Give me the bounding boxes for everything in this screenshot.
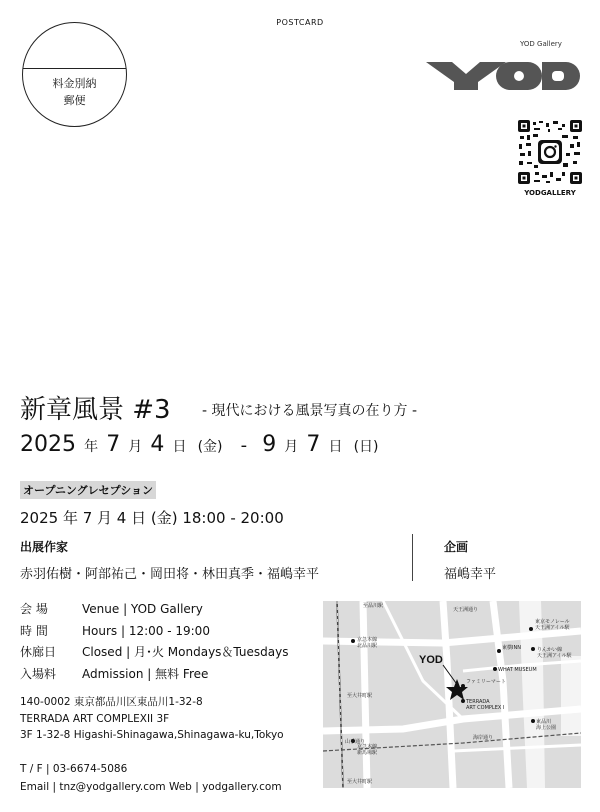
map-label: りんかい線天王洲アイル駅 [537, 647, 572, 659]
exhibition-dates [20, 432, 382, 457]
qr-code[interactable] [518, 120, 582, 184]
email-web[interactable]: Email | tnz@yodgallery.com Web | yodgallery.com [20, 781, 282, 793]
date-dash: - [240, 435, 248, 456]
postage-line1: 料金別納 [52, 77, 97, 90]
day-unit: 日 [172, 439, 187, 455]
exhibition-subtitle: - 現代における風景写真の在り方 - [202, 403, 418, 419]
info-row-hours [20, 621, 289, 643]
tel-fax: T / F | 03-6674-5086 [20, 763, 128, 775]
map-label: 至大井町駅 [347, 779, 373, 785]
map-label: 海岸通り [473, 735, 494, 741]
map-label: 山手通り [345, 739, 366, 745]
gallery-name-small: YOD Gallery [520, 40, 562, 48]
end-weekday: (日) [353, 439, 379, 455]
map-label: 京急本線北品川駅 [357, 637, 378, 649]
postage-mark [22, 22, 127, 127]
address-line2: TERRADA ART COMPLEXII 3F [20, 712, 170, 725]
yod-logo [426, 60, 582, 92]
month-unit: 月 [128, 439, 143, 455]
map-label: 東横INN [502, 645, 521, 651]
map-label: 天王洲通り [453, 607, 479, 613]
location-map [323, 601, 581, 788]
address-block [20, 694, 284, 744]
info-table [20, 599, 289, 685]
info-value: Admission | 無料 Free [82, 666, 209, 681]
map-yod-label: YOD [419, 654, 443, 666]
map-label: 新馬場駅 [357, 750, 378, 756]
info-key: 入場料 [20, 666, 57, 681]
start-month: 7 [106, 432, 121, 457]
start-weekday: (金) [197, 439, 223, 455]
map-label: TERRADA ART COMPLEX I [466, 699, 505, 711]
reception-label: オープニングレセプション [20, 481, 156, 499]
map-label: 東品川海上公園 [536, 719, 557, 731]
info-key: 会 場 [20, 602, 48, 616]
map-label: 京急本線 [357, 744, 378, 750]
postage-divider [23, 68, 126, 69]
section-divider [412, 534, 413, 581]
map-label: 至大井町駅 [347, 693, 373, 699]
end-month: 9 [262, 432, 277, 457]
map-label: 東京モノレール天王洲アイル駅 [535, 619, 570, 631]
reception-time: 2025 年 7 月 4 日 (金) 18:00 - 20:00 [20, 509, 284, 527]
info-value: Hours | 12:00 - 19:00 [82, 623, 210, 638]
info-key: 時 間 [20, 623, 48, 638]
postage-line2: 郵便 [63, 94, 86, 107]
map-label: 至品川駅 [363, 603, 384, 609]
exhibition-title: 新章風景 #3 [20, 395, 171, 425]
start-day: 4 [150, 432, 165, 457]
contact-block [20, 760, 282, 796]
curation-label: 企画 [444, 540, 469, 554]
end-day: 7 [306, 432, 321, 457]
year-unit: 年 [84, 439, 99, 455]
end-month-unit: 月 [284, 439, 299, 455]
postcard-label: POSTCARD [276, 18, 324, 27]
map-label: ファミリーマート [466, 679, 506, 685]
artists-label: 出展作家 [20, 540, 69, 554]
map-label: WHAT MUSEUM [498, 667, 537, 673]
address-line3: 3F 1-32-8 Higashi-Shinagawa,Shinagawa-ku,Tokyo [20, 729, 284, 741]
info-row-venue [20, 599, 289, 621]
start-year: 2025 [20, 432, 76, 457]
info-value: Closed | 月･火 Mondays＆Tuesdays [82, 645, 289, 659]
artists-names: 赤羽佑樹・阿部祐己・岡田将・林田真季・福嶋幸平 [20, 567, 320, 582]
info-value: Venue | YOD Gallery [82, 602, 203, 616]
address-line1: 140-0002 東京都品川区東品川1-32-8 [20, 696, 203, 708]
end-day-unit: 日 [328, 439, 343, 455]
info-key: 休廊日 [20, 645, 57, 659]
qr-label: YODGALLERY [524, 189, 576, 197]
info-row-admission [20, 664, 289, 686]
info-row-closed [20, 642, 289, 664]
curator-name: 福嶋幸平 [444, 567, 497, 582]
